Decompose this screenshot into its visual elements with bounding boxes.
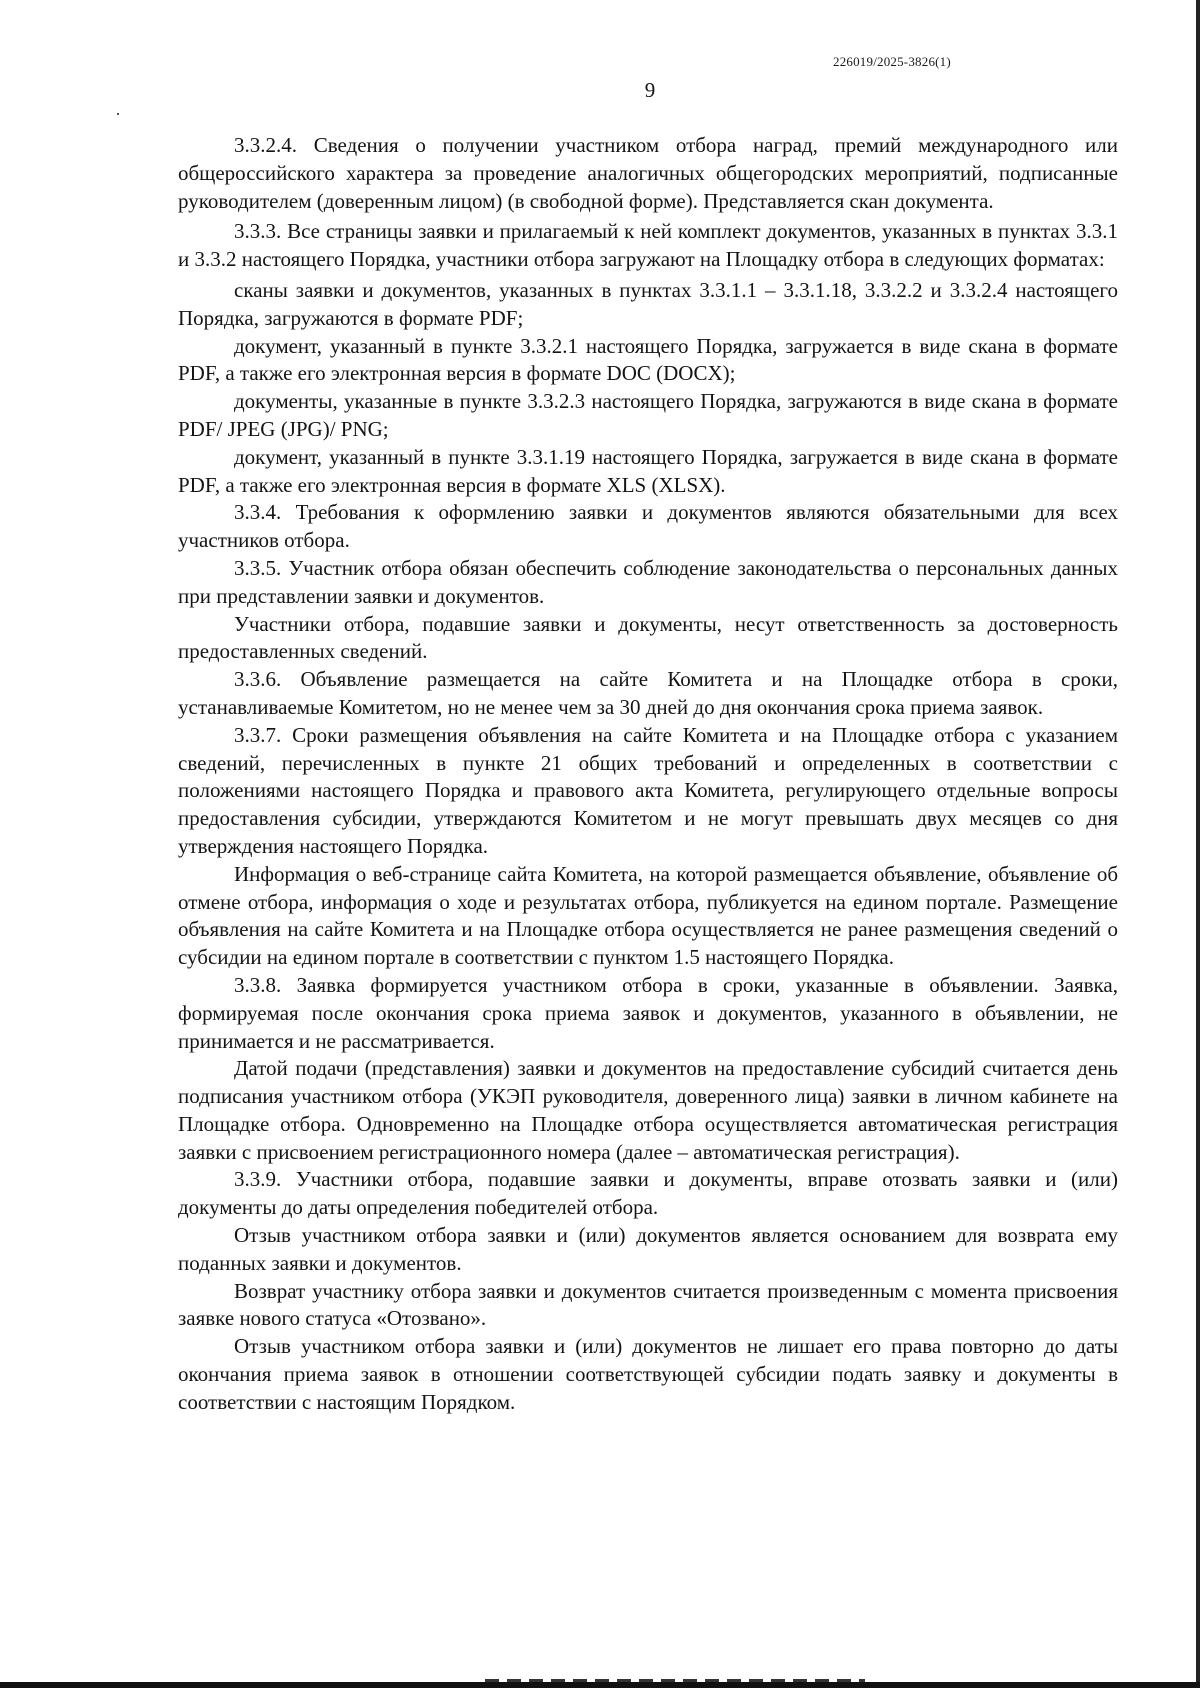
scan-right-edge [1196, 0, 1200, 1688]
paragraph-3-3-8: 3.3.8. Заявка формируется участником отбора в сроки, указанные в объявлении. Заявка, формируемая после окончания срока приема заявок и документов, указанного в объявлении, не принимается и не рассматривается. [178, 972, 1118, 1053]
paragraph-responsibility: Участники отбора, подавшие заявки и документы, несут ответственность за достоверность предоставленных сведений. [178, 611, 1118, 664]
paragraph-submission-date: Датой подачи (представления) заявки и документов на предоставление субсидий считается день подписания участником отбора (УКЭП руководителя, доверенного лица) заявки в личном кабинете на Площадке отбора. Одновременно на Площадке отбора осуществляется автоматическая регистрация заявки с присвоением регистрационного номера (далее – автоматическая регистрация). [178, 1056, 1118, 1164]
paragraph-3-3-5: 3.3.5. Участник отбора обязан обеспечить соблюдение законодательства о персональных данных при представлении заявки и документов. [178, 555, 1118, 608]
document-body [178, 132, 1118, 1417]
scan-bottom-edge [0, 1682, 1200, 1688]
paragraph-withdrawal-basis: Отзыв участником отбора заявки и (или) документов является основанием для возврата ему поданных заявки и документов. [178, 1223, 1118, 1275]
paragraph-doc-3-3-1-19: документ, указанный в пункте 3.3.1.19 настоящего Порядка, загружается в виде скана в формате PDF, а также его электронная версия в формате XLS (XLSX). [178, 444, 1118, 497]
document-id: 226019/2025-3826(1) [833, 54, 951, 69]
paragraph-docs-3-3-2-3: документы, указанные в пункте 3.3.2.3 настоящего Порядка, загружаются в виде скана в формате PDF/ JPEG (JPG)/ PNG; [178, 389, 1118, 441]
page-number: 9 [644, 78, 656, 102]
paragraph-3-3-9: 3.3.9. Участники отбора, подавшие заявки и документы, вправе отозвать заявки и (или) документы до даты определения победителей отбора. [178, 1167, 1118, 1220]
paragraph-resubmission: Отзыв участником отбора заявки и (или) документов не лишает его права повторно до даты окончания приема заявок в отношении соответствующей субсидии подать заявку и документы в соответствии с настоящим Порядком. [178, 1334, 1118, 1414]
paragraph-3-3-6: 3.3.6. Объявление размещается на сайте Комитета и на Площадке отбора в сроки, устанавливаемые Комитетом, но не менее чем за 30 дней до дня окончания срока приема заявок. [178, 667, 1118, 719]
scan-speck [117, 113, 119, 115]
paragraph-doc-3-3-2-1: документ, указанный в пункте 3.3.2.1 настоящего Порядка, загружается в виде скана в формате PDF, а также его электронная версия в формате DOC (DOCX); [178, 333, 1118, 386]
paragraph-3-3-4: 3.3.4. Требования к оформлению заявки и документов являются обязательными для всех участников отбора. [178, 500, 1118, 553]
paragraph-3-3-7: 3.3.7. Сроки размещения объявления на сайте Комитета и на Площадке отбора с указанием сведений, перечисленных в пункте 21 общих требований и определенных в соответствии с положениями настоящего Порядка и правового акта Комитета, регулирующего отдельные вопросы предоставления субсидии, утверждаются Комитетом и не могут превышать двух месяцев со дня утверждения настоящего Порядка. [178, 722, 1118, 858]
paragraph-return: Возврат участнику отбора заявки и документов считается произведенным с момента присвоения заявке нового статуса «Отозвано». [178, 1278, 1118, 1331]
paragraph-3-3-2-4: 3.3.2.4. Сведения о получении участником отбора наград, премий международного или общероссийского характера за проведение аналогичных общегородских мероприятий, подписанные руководителем (доверенным лицом) (в свободной форме). Представляется скан документа. [178, 133, 1118, 213]
paragraph-web-page-info: Информация о веб-странице сайта Комитета, на которой размещается объявление, объявление об отмене отбора, информация о ходе и результатах отбора, публикуется на едином портале. Размещение объявления на сайте Комитета и на Площадке отбора осуществляется не ранее размещения сведений о субсидии на едином портале в соответствии с пунктом 1.5 настоящего Порядка. [178, 861, 1118, 970]
paragraph-3-3-3: 3.3.3. Все страницы заявки и прилагаемый к ней комплект документов, указанных в пунктах 3.3.1 и 3.3.2 настоящего Порядка, участники отбора загружают на Площадку отбора в следующих форматах: [178, 219, 1118, 272]
paragraph-scans-pdf: сканы заявки и документов, указанных в пунктах 3.3.1.1 – 3.3.1.18, 3.3.2.2 и 3.3.2.4 настоящего Порядка, загружаются в формате PDF; [178, 277, 1118, 330]
